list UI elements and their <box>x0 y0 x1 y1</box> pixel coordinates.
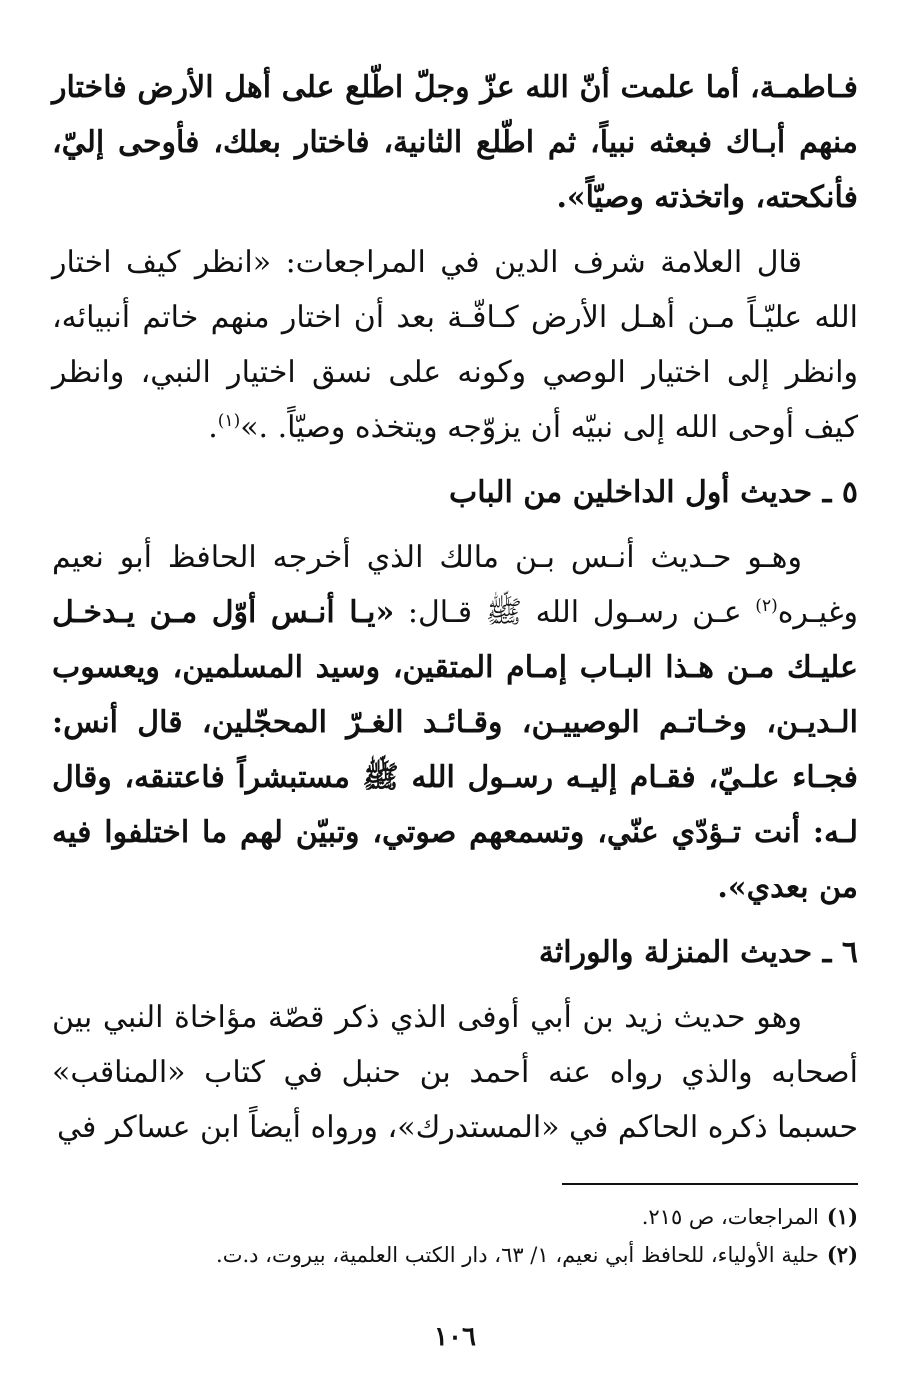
section-heading-6: ٦ ـ حديث المنزلة والوراثة <box>538 935 858 970</box>
section-heading-5: ٥ ـ حديث أول الداخلين من الباب <box>448 475 858 510</box>
paragraph-3-quote: «يـا أنـس أوّل مـن يـدخـل عليـك مـن هـذا البـاب إمـام المتقين، وسيد المسلمين، ويعسوب الـديـن، وخـاتـم الوصييـن، وقـائـد الغـرّ المحجّلين، قال أنس: فجـاء علـيّ، فقـام إليـه رسـول الله ﷺ مستبشراً فاعتنقه، وقال لـه: أنت تـؤدّي عنّي، وتسمعهم صوتي، وتبيّن لهم ما اختلفوا فيه من بعدي». <box>52 595 858 905</box>
footnote-ref-1: (١) <box>217 411 241 431</box>
paragraph-2 <box>52 235 858 455</box>
paragraph-2-text: قال العلامة شرف الدين في المراجعات: «انظر كيف اختار الله عليّـاً مـن أهـل الأرض كـافّـة بعد أن اختار منهم خاتم أنبيائه، وانظر إلى اختيار الوصي وكونه على نسق اختيار النبي، وانظر كيف أوحى الله إلى نبيّه أن يزوّجه ويتخذه وصيّاً. .» <box>52 245 858 445</box>
footnote-ref-2: (٢) <box>755 596 778 616</box>
footnote-2 <box>52 1236 858 1274</box>
footnote-2-mark: (٢) <box>826 1242 858 1267</box>
paragraph-3-mid: عـن رسـول الله ﷺ قـال: <box>394 595 756 630</box>
footnote-1-mark: (١) <box>826 1204 858 1229</box>
footnotes <box>52 1198 858 1274</box>
page-body <box>52 60 858 1165</box>
page-number: ١٠٦ <box>434 1322 476 1352</box>
footnote-divider <box>562 1183 858 1185</box>
footnote-1 <box>52 1198 858 1236</box>
paragraph-4: وهو حديث زيد بن أبي أوفى الذي ذكر قصّة مؤاخاة النبي بين أصحابه والذي رواه عنه أحمد بن حنبل في كتاب «المناقب» حسبما ذكره الحاكم في «المستدرك»، ورواه أيضاً ابن عساكر في <box>52 1000 858 1145</box>
paragraph-1: فـاطمـة، أما علمت أنّ الله عزّ وجلّ اطّلع على أهل الأرض فاختار منهم أبـاك فبعثه نبياً، ثم اطّلع الثانية، فاختار بعلك، فأوحى إليّ، فأنكحته، واتخذته وصيّاً». <box>52 70 858 215</box>
paragraph-2-end: . <box>208 410 218 445</box>
paragraph-3 <box>52 530 858 915</box>
footnote-2-text: حلية الأولياء، للحافظ أبي نعيم، ١/ ٦٣، دار الكتب العلمية، بيروت، د.ت. <box>216 1243 819 1267</box>
paragraph-3-start: وهـو حـديث أنـس بـن مالك الذي أخرجه الحافظ أبو نعيم وغيـره <box>52 540 859 630</box>
footnote-1-text: المراجعات، ص ٢١٥. <box>641 1205 819 1229</box>
